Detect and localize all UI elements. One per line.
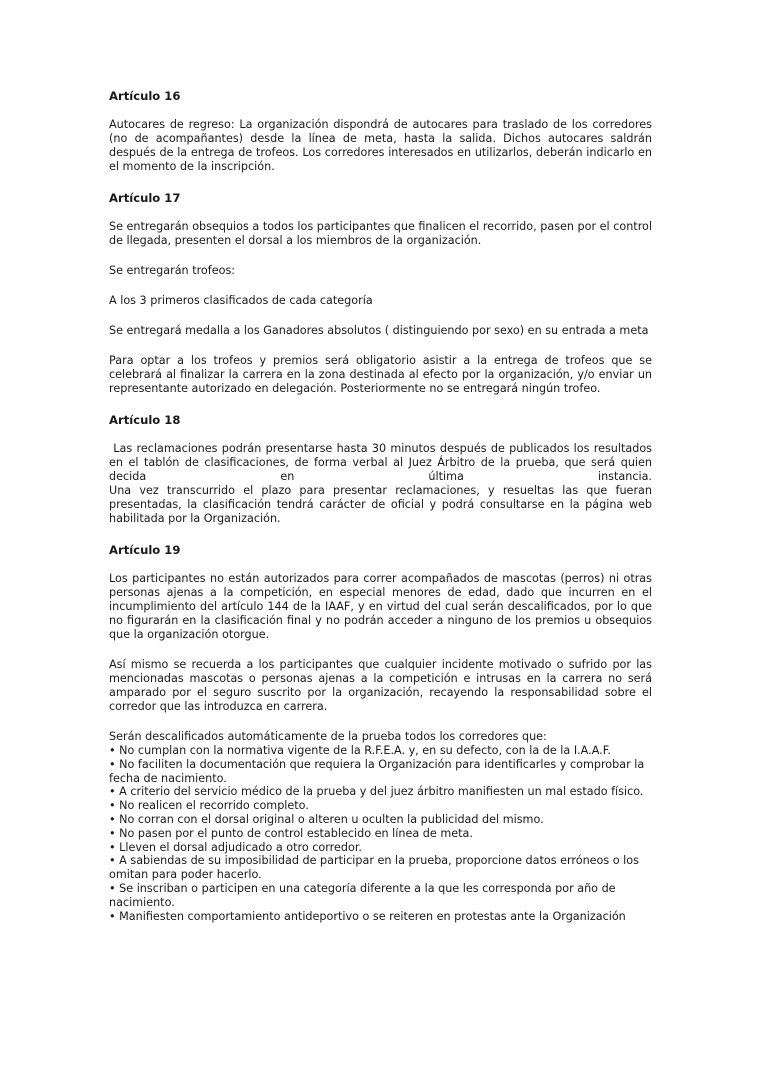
article-paragraph: Se entregará medalla a los Ganadores absolutos ( distinguiendo por sexo) en su entrada a meta bbox=[109, 324, 649, 337]
list-item: • No corran con el dorsal original o alteren u oculten la publicidad del mismo. bbox=[109, 812, 544, 826]
article-paragraph: Los participantes no están autorizados para correr acompañados de mascotas (perros) ni otras personas ajenas a la competición, en especial menores de edad, dado que incurren en el incumplimiento del artículo 144 de la IAAF, y en virtud del cual serán descalificados, por lo que no figurarán en la clasificación final y no podrán acceder a ninguno de los premios u obsequios que la organización otorgue. bbox=[109, 572, 652, 641]
article-title: Artículo 18 bbox=[109, 413, 181, 427]
article-18 bbox=[109, 413, 656, 526]
article-paragraph: Se entregarán trofeos: bbox=[109, 264, 236, 277]
list-item: • Se inscriban o participen en una categoría diferente a la que les corresponda por año de nacimiento. bbox=[109, 881, 616, 909]
list-item: • A criterio del servicio médico de la prueba y del juez árbitro manifiesten un mal estado físico. bbox=[109, 785, 644, 799]
list-item: • No faciliten la documentación que requiera la Organización para identificarles y comprobar la fecha de nacimiento. bbox=[109, 757, 645, 785]
article-title: Artículo 16 bbox=[109, 89, 181, 103]
list-item: • A sabiendas de su imposibilidad de participar en la prueba, proporcione datos erróneos o los omitan para poder hacerlo. bbox=[109, 854, 639, 882]
article-paragraph: Se entregarán obsequios a todos los participantes que finalicen el recorrido, pasen por el control de llegada, presenten el dorsal a los miembros de la organización. bbox=[109, 220, 652, 247]
article-19 bbox=[109, 543, 652, 923]
article-17 bbox=[109, 191, 652, 396]
list-item: • Lleven el dorsal adjudicado a otro corredor. bbox=[109, 840, 362, 854]
list-item: • No realicen el recorrido completo. bbox=[109, 799, 309, 813]
article-paragraph: A los 3 primeros clasificados de cada categoría bbox=[109, 294, 373, 307]
article-paragraph: Las reclamaciones podrán presentarse hasta 30 minutos después de publicados los resultados en el tablón de clasificaciones, de forma verbal al Juez Árbitro de la prueba, que será quien decida en última instancia. bbox=[109, 442, 656, 483]
disqualification-list bbox=[109, 744, 652, 923]
article-paragraph: Para optar a los trofeos y premios será obligatorio asistir a la entrega de trofeos que se celebrará al finalizar la carrera en la zona destinada al efecto por la organización, y/o enviar un representante autorizado en delegación. Posteriormente no se entregará ningún trofeo. bbox=[109, 354, 652, 395]
article-16 bbox=[109, 89, 652, 174]
article-paragraph: Autocares de regreso: La organización dispondrá de autocares para traslado de los corredores (no de acompañantes) desde la línea de meta, hasta la salida. Dichos autocares saldrán después de la entrega de trofeos. Los corredores interesados en utilizarlos, deberán indicarlo en el momento de la inscripción. bbox=[109, 118, 652, 173]
article-paragraph: Una vez transcurrido el plazo para presentar reclamaciones, y resueltas las que fueran presentadas, la clasificación tendrá carácter de oficial y podrá consultarse en la página web habilitada por la Organización. bbox=[109, 484, 652, 525]
list-item: • Manifiesten comportamiento antideportivo o se reiteren en protestas ante la Organización bbox=[109, 909, 626, 923]
article-title: Artículo 19 bbox=[109, 543, 181, 557]
article-paragraph: Así mismo se recuerda a los participantes que cualquier incidente motivado o sufrido por las mencionadas mascotas o personas ajenas a la competición e intrusas en la carrera no será amparado por el seguro suscrito por la organización, recayendo la responsabilidad sobre el corredor que las introduzca en carrera. bbox=[109, 658, 652, 713]
list-item: • No cumplan con la normativa vigente de la R.F.E.A. y, en su defecto, con la de la I.A.A.F. bbox=[109, 744, 611, 757]
article-paragraph: Serán descalificados automáticamente de la prueba todos los corredores que: bbox=[109, 730, 547, 743]
article-title: Artículo 17 bbox=[109, 191, 181, 205]
list-item: • No pasen por el punto de control establecido en línea de meta. bbox=[109, 826, 473, 840]
